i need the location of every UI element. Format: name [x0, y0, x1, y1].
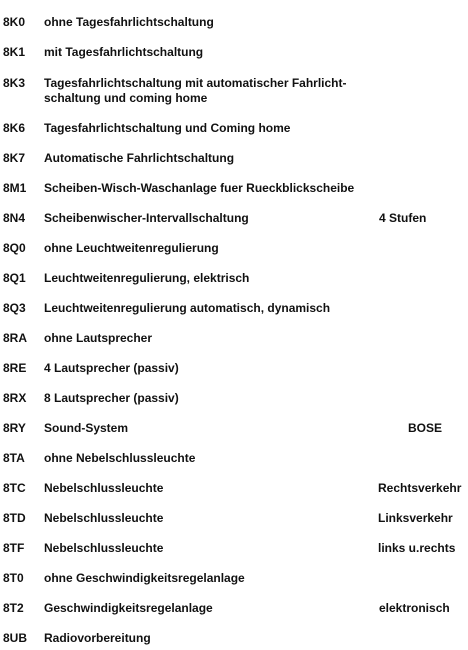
option-description: Geschwindigkeitsregelanlage: [44, 601, 213, 615]
option-description: Automatische Fahrlichtschaltung: [44, 151, 235, 165]
option-code: 8K6: [3, 121, 26, 135]
option-description: Sound-System: [44, 421, 129, 435]
option-description: Tagesfahrlichtschaltung mit automatischer Fahrlicht- schaltung und coming home: [44, 76, 347, 105]
option-note: BOSE: [408, 421, 443, 435]
option-code: 8T0: [3, 571, 24, 585]
option-description: ohne Nebelschlussleuchte: [44, 451, 196, 465]
option-description: Nebelschlussleuchte: [44, 541, 164, 555]
option-description: Radiovorbereitung: [44, 631, 151, 645]
option-description: Nebelschlussleuchte: [44, 481, 164, 495]
option-code: 8TF: [3, 541, 25, 555]
option-note: Linksverkehr: [378, 511, 453, 525]
option-code: 8TA: [3, 451, 25, 465]
option-code: 8Q0: [3, 241, 26, 255]
option-code: 8K0: [3, 15, 26, 29]
option-description: Tagesfahrlichtschaltung und Coming home: [44, 121, 291, 135]
option-description: mit Tagesfahrlichtschaltung: [44, 45, 204, 59]
option-code: 8RA: [3, 331, 28, 345]
option-code: 8TD: [3, 511, 26, 525]
option-code: 8M1: [3, 181, 27, 195]
option-code: 8K3: [3, 76, 26, 90]
option-code: 8Q1: [3, 271, 26, 285]
option-description: 4 Lautsprecher (passiv): [44, 361, 179, 375]
option-code: 8K7: [3, 151, 26, 165]
option-note: Rechtsverkehr: [378, 481, 462, 495]
option-note: links u.rechts: [378, 541, 456, 555]
option-description: Scheibenwischer-Intervallschaltung: [44, 211, 249, 225]
option-code: 8TC: [3, 481, 26, 495]
option-description: Leuchtweitenregulierung automatisch, dynamisch: [44, 301, 331, 315]
option-code: 8T2: [3, 601, 24, 615]
option-code: 8N4: [3, 211, 26, 225]
option-code: 8RX: [3, 391, 27, 405]
option-description: Nebelschlussleuchte: [44, 511, 164, 525]
option-description: ohne Geschwindigkeitsregelanlage: [44, 571, 245, 585]
option-description: Leuchtweitenregulierung, elektrisch: [44, 271, 250, 285]
option-code: 8RY: [3, 421, 26, 435]
option-code: 8K1: [3, 45, 26, 59]
option-note: 4 Stufen: [379, 211, 427, 225]
option-description: ohne Leuchtweitenregulierung: [44, 241, 219, 255]
option-code: 8Q3: [3, 301, 26, 315]
option-description: ohne Lautsprecher: [44, 331, 153, 345]
option-description: ohne Tagesfahrlichtschaltung: [44, 15, 214, 29]
option-note: elektronisch: [379, 601, 450, 615]
option-description: 8 Lautsprecher (passiv): [44, 391, 179, 405]
option-code: 8UB: [3, 631, 28, 645]
option-code: 8RE: [3, 361, 27, 375]
option-description: Scheiben-Wisch-Waschanlage fuer Rueckblickscheibe: [44, 181, 355, 195]
